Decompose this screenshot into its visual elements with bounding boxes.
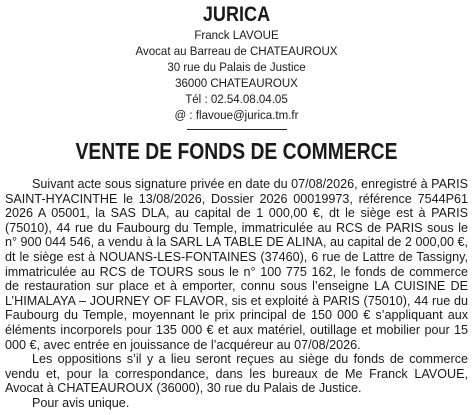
notice-paragraph-closing: Pour avis unique. (32, 395, 130, 410)
firm-name: JURICA (202, 3, 271, 26)
phone-line: Tél : 02.54.08.04.05 (185, 92, 288, 106)
lawyer-name: Franck LAVOUE (194, 28, 279, 42)
notice-paragraph-oppositions: Les oppositions s’il y a lieu seront reçues au siège du fonds de commerce vendu et, pour la correspondance, dans les bureaux de Me Franck LAVOUE, Avocat à CHATEAUROUX (36000), 30 rue du Palais de Justice. (5, 352, 468, 396)
lawyer-header (0, 3, 473, 130)
notice-paragraph-sale: Suivant acte sous signature privée en date du 07/08/2026, enregistré à PARIS SAINT-HYACINTHE le 13/08/2026, Dossier 2026 00019973, référence 7544P61 2026 A 05001, la SAS DLA, au capital de 1 000,00 €, dt le siège est à PARIS (75010), 44 rue du Faubourg du Temple, immatriculée au RCS de PARIS sous le n° 900 044 546, a vendu à la SARL LA TABLE DE ALINA, au capital de 2 000,00 €, dt le siège est à NOUANS-LES-FONTAINES (37460), 6 rue de Lattre de Tassigny, immatriculée au RCS de TOURS sous le n° 100 775 162, le fonds de commerce de restauration sur place et à emporter, connu sous l’enseigne LA CUISINE DE L’HIMALAYA – JOURNEY OF FLAVOR, sis et exploité à PARIS (75010), 44 rue du Faubourg du Temple, moyennant le prix principal de 150 000 € s’appliquant aux éléments incorporels pour 135 000 € et aux matériel, outillage et mobilier pour 15 000 €, avec entrée en jouissance de l’acquéreur au 07/08/2026. (5, 177, 468, 352)
address-street: 30 rue du Palais de Justice (167, 60, 306, 74)
lawyer-title: Avocat au Barreau de CHATEAUROUX (135, 44, 338, 58)
notice-body (5, 177, 468, 411)
notice-title: VENTE DE FONDS DE COMMERCE (75, 138, 398, 164)
header-divider (187, 129, 287, 130)
email-line: @ : flavoue@jurica.tm.fr (174, 108, 299, 122)
address-city: 36000 CHATEAUROUX (175, 76, 298, 90)
